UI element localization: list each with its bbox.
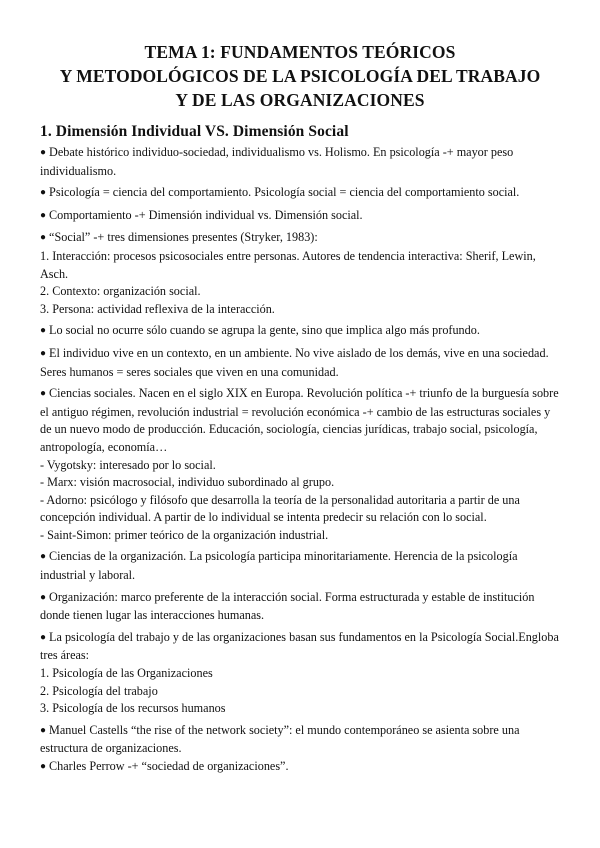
title-line-1: TEMA 1: FUNDAMENTOS TEÓRICOS xyxy=(144,42,456,62)
bullet-paragraph: ● La psicología del trabajo y de las organizaciones basan sus fundamentos en la Psicología Social.Engloba tres áreas: xyxy=(40,629,560,665)
bullet-paragraph: ● Manuel Castells “the rise of the network society”: el mundo contemporáneo se asienta sobre una estructura de organizaciones. xyxy=(40,722,560,758)
list-item: 1. Interacción: procesos psicosociales entre personas. Autores de tendencia interactiva: Sherif, Lewin, Asch. xyxy=(40,248,536,281)
title-line-3: Y DE LAS ORGANIZACIONES xyxy=(175,90,425,110)
list-item: 2. Contexto: organización social. xyxy=(40,284,201,299)
bullet-paragraph: ● El individuo vive en un contexto, en un ambiente. No vive aislado de los demás, vive en una sociedad. Seres humanos = seres sociales que viven en una comunidad. xyxy=(40,345,560,381)
list-item: 2. Psicología del trabajo xyxy=(40,683,158,698)
bullet-paragraph: ● “Social” -+ tres dimensiones presentes (Stryker, 1983): xyxy=(40,229,560,248)
bullet-paragraph: ● Comportamiento -+ Dimensión individual vs. Dimensión social. xyxy=(40,207,560,226)
bullet-paragraph: ● Charles Perrow -+ “sociedad de organizaciones”. xyxy=(40,758,560,777)
document-title xyxy=(40,40,560,112)
bullet-paragraph: ● Ciencias sociales. Nacen en el siglo XIX en Europa. Revolución política -+ triunfo de la burguesía sobre el antiguo régimen, revolución industrial = revolución económica -+ cambio de las estructuras sociales y de un nuevo modo de producción. Educación, sociología, ciencias jurídicas, trabajo social, psicología, antropología, economía… xyxy=(40,385,560,456)
list-item: 1. Psicología de las Organizaciones xyxy=(40,666,213,681)
list-item: - Marx: visión macrosocial, individuo subordinado al grupo. xyxy=(40,475,335,490)
title-line-2: Y METODOLÓGICOS DE LA PSICOLOGÍA DEL TRABAJO xyxy=(59,66,541,86)
document-page xyxy=(40,40,560,777)
bullet-paragraph: ● Ciencias de la organización. La psicología participa minoritariamente. Herencia de la psicología industrial y laboral. xyxy=(40,548,560,584)
list-item: 3. Persona: actividad reflexiva de la interacción. xyxy=(40,301,275,316)
bullet-paragraph: ● Organización: marco preferente de la interacción social. Forma estructurada y estable de institución donde tienen lugar las interacciones humanas. xyxy=(40,589,560,625)
list-item: - Adorno: psicólogo y filósofo que desarrolla la teoría de la personalidad autoritaria a partir de una concepción individual. A partir de lo individual se intenta predecir su relación con lo social. xyxy=(40,492,520,525)
bullet-paragraph: ● Psicología = ciencia del comportamiento. Psicología social = ciencia del comportamiento social. xyxy=(40,184,560,203)
section-heading: 1. Dimensión Individual VS. Dimensión Social xyxy=(40,123,349,140)
bullet-paragraph: ● Lo social no ocurre sólo cuando se agrupa la gente, sino que implica algo más profundo. xyxy=(40,322,560,341)
bullet-paragraph: ● Debate histórico individuo-sociedad, individualismo vs. Holismo. En psicología -+ mayor peso individualismo. xyxy=(40,144,560,180)
list-item: - Vygotsky: interesado por lo social. xyxy=(40,457,216,472)
list-item: 3. Psicología de los recursos humanos xyxy=(40,701,226,716)
list-item: - Saint-Simon: primer teórico de la organización industrial. xyxy=(40,527,329,542)
